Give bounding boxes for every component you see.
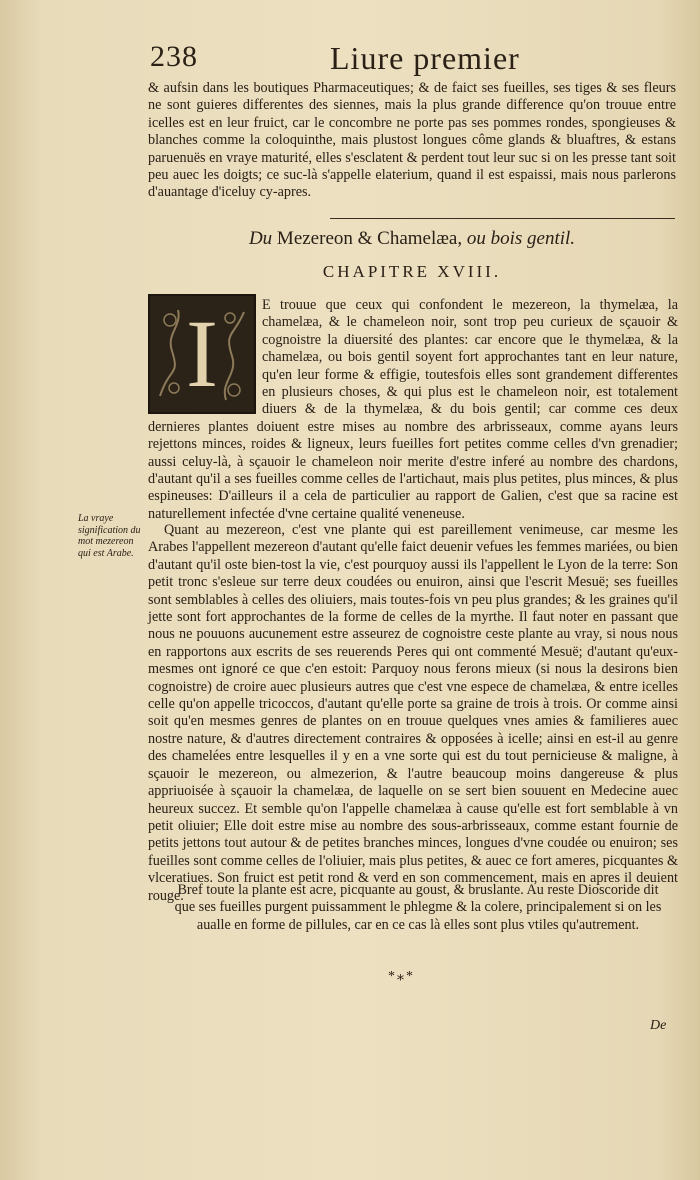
- section-title-suffix: ou bois gentil.: [466, 228, 576, 249]
- previous-chapter-paragraph: & aufsin dans les boutiques Pharmaceutiques; & de faict ses fueilles, ses tiges & ses fleurs ne sont guieres differentes des siennes, mais la plus grande difference qu'on trouue entre icelles est en leur fruict, car le concombre ne porte pas ses pommes rondes, spongieuses & blanches comme la coloquinthe, mais plustost longues côme glands & bluaftres, & estans paruenuës en vraye maturité, elles s'esclatent & perdent tout leur suc si on les presse tant soit peu auec les doigts; ce suc-là s'appelle elaterium, quand il est espaissi, mais nous parlerons d'auantage d'iceluy cy-apres.: [148, 80, 676, 201]
- chapter-paragraph-3: Bref toute la plante est acre, picquante au goust, & bruslante. Au reste Dioscoride dit que ses fueilles purgent puissamment le phlegme & la colere, principalement si on les aualle en forme de pillules, car en ce cas là elles sont plus vtiles qu'autrement.: [174, 882, 662, 933]
- end-ornament: *⁎*: [388, 969, 415, 984]
- chapter-heading: CHAPITRE XVIII.: [322, 262, 502, 281]
- running-head: Liure premier: [330, 40, 520, 76]
- catchword: De: [650, 1018, 667, 1033]
- page-header: [150, 40, 670, 76]
- section-title-main: Mezereon & Chamelæa,: [276, 228, 463, 249]
- section-divider-rule: [330, 218, 675, 219]
- page-number: 238: [150, 40, 198, 73]
- dropcap-space: [148, 297, 262, 415]
- margin-note: La vraye signification du mot mezereon qui est Arabe.: [78, 513, 141, 559]
- chapter-paragraph-2: Quant au mezereon, c'est vne plante qui est pareillement venimeuse, car mesme les Arabes l'appellent mezereon d'autant qu'elle faict deuenir vefues les femmes mariées, ou bien d'autant qu'il oste bien-tost la vie, c'est pourquoy aussi ils l'appellent le Lyon de la terre: Son petit tronc s'esleue sur terre deux coudées ou enuiron, ainsi que l'escrit Mesuë; ses fueilles sont semblables à celles des oliuiers, mais toutes-fois vn peu plus grandes; & les graines qu'il jette sont fort approchantes de la forme de celles de la myrthe. Il faut noter en passant que nous ne pouuons aucunement estre asseurez de cognoistre ceste plante au vray, si nous nous en rapportons aux escrits de ses reuerends Peres qui ont commenté Mesuë; d'autant qu'eux-mesmes ont ignoré ce que c'en estoit: Parquoy nous ferons mieux (si nous la desirons bien cognoistre) de croire auec plusieurs autres que c'est vne espece de chamelæa, & entre icelles celle qu'on appelle tricoccos, d'autant qu'elle porte sa graine de trois à trois. Or comme ainsi soit qu'en mesmes genres de plantes on en trouue quelques vnes amies & familieres auec nostre nature, & d'autres directement contraires & opposées à icelle; ainsi en est-il au genre des chamelées entre lesquelles il y en a vne sorte qui est du tout pernicieuse & maligne, à sçauoir le mezereon, ou almezerion, & l'autre beaucoup moins dangereuse & plus appriuoisée à sçauoir la chamelæa, de laquelle on se sert bien souuent en Medecine auec heureux succez. Et semble qu'on l'appelle chamelæa à cause qu'elle est fort semblable à vn petit oliuier; Elle doit estre mise au nombre des sous-arbrisseaux, comme estant fournie de petits jettons tout autour & de petites branches minces, longues d'vne coudée ou enuiron; ses fueilles sont comme celles de l'oliuier, mais plus petites, & auec ce fort ameres, picquantes & vlceratiues. Son fruict est petit rond & verd en son commencement, mais en apres il deuient rouge.: [148, 522, 678, 904]
- chapter-paragraph-1: [148, 297, 678, 523]
- section-title-prefix: Du: [248, 228, 273, 249]
- paragraph-1-text: E trouue que ceux qui confondent le mezereon, la thymelæa, la chamelæa, & le chameleon noir, sont trop peu curieux de sçauoir & cognoistre la diuersité des plantes: car encore que le thymelæa, & la chamelæa, ou bois gentil soyent fort approchantes tant en leur nature, qu'en leur forme & effigie, toutesfois elles sont grandement differentes en plusieurs choses, & qui plus est le chameleon noir, est totalement diuers & de la thymelæa, & du bois gentil; car comme ces deux dernieres plantes doiuent estre mises au nombre des arbrisseaux, comme ayans leurs rejettons minces, roides & ligneux, leurs fueilles fort petites comme celles d'vn grenadier; aussi celuy-là, à sçauoir le chameleon noir merite d'estre inferé au nombre des chardons, d'autant qu'il a ses fueilles comme celles de l'artichaut, mais plus petites, plus minces, & plus espineuses: D'ailleurs il a cela de particulier au rapport de Galien, c'est que sa racine est naturellement infectée d'vne certaine qualité veneneuse.: [148, 297, 678, 522]
- dropcap-letter: I: [186, 300, 218, 407]
- section-title: [148, 228, 676, 250]
